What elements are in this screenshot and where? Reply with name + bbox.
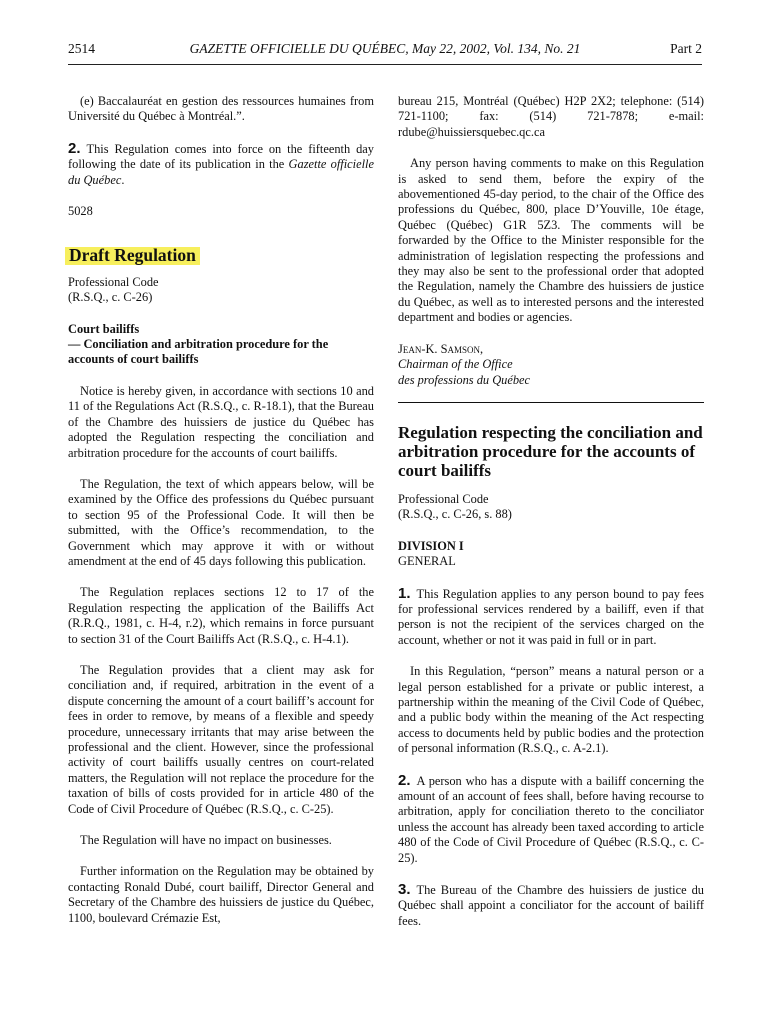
subject-line: Court bailiffs (68, 321, 140, 336)
section-number: 3. (398, 881, 411, 899)
section-number: 1. (398, 584, 411, 602)
examination-paragraph: The Regulation, the text of which appears below, will be examined by the Office des professions du Québec pursuant to section 95 of the Professional Code. It will then be submitted, with the Office’s recommendation, to the Government which may approve it with or without amendment at the end of 45 days following this publication. (68, 476, 374, 568)
comments-paragraph: Any person having comments to make on this Regulation is asked to send them, before the expiry of the abovementioned 45-day period, to the chair of the Office des professions du Québec, 800, place D’Youville, 10e étage, Québec (Québec) G1R 5Z3. The comments will be forwarded by the Office to the Minister responsible for the administration of legislation respecting the professions and they may also be sent to the professional order that adopted the Regulation, namely the Chambre des huissiers de justice du Québec, as well as to interested persons and the interested department and bodies or agencies. (398, 156, 704, 325)
gazette-title: GAZETTE OFFICIELLE DU QUÉBEC, May 22, 2002, Vol. 134, No. 21 (189, 41, 581, 56)
section-2-paragraph (398, 773, 704, 866)
gazette-name: Gazette officielle du Québec (68, 157, 374, 187)
code-citation (68, 275, 374, 306)
draft-regulation-heading: Draft Regulation (65, 247, 200, 264)
definition-paragraph: In this Regulation, “person” means a natural person or a legal person established for a private or public interest, a partnership within the meaning of the Civil Code of Québec, and a public body within the meaning of the Act respecting access to documents held by public bodies and the protection of personal information (R.S.Q., c. A-2.1). (398, 664, 704, 756)
reference-number: 5028 (68, 204, 93, 219)
code-name: Professional Code (68, 274, 159, 289)
provisions-paragraph: The Regulation provides that a client may ask for conciliation and, if required, arbitration in the event of a dispute concerning the amount of a court bailiff’s account for fees in order to remove, by means of a flexible and speedy procedure, unnecessary irritants that may arise between the professional and the client. However, since the professional activity of court bailiffs usually centres on court-related matters, the Regulation will not replace the procedure for the taxation of bills of costs provided for in article 480 of the Code of Civil Procedure of Québec (R.S.Q., c. C-25). (68, 662, 374, 816)
page-header (68, 38, 702, 65)
right-column (398, 94, 704, 945)
notice-paragraph: Notice is hereby given, in accordance with sections 10 and 11 of the Regulations Act (R.S.Q., c. R-18.1), that the Bureau of the Chambre des huissiers de justice du Québec has adopted the Regulation respecting the conciliation and arbitration procedure for the accounts of court bailiffs. (68, 383, 374, 460)
subject-subline: — Conciliation and arbitration procedure for the accounts of court bailiffs (68, 337, 329, 367)
section-text: The Bureau of the Chambre des huissiers de justice du Québec shall appoint a conciliator for the account of bailiff fees. (398, 883, 704, 928)
code-name: Professional Code (398, 491, 489, 506)
left-column (68, 94, 374, 942)
division-heading (398, 539, 704, 570)
code-citation (398, 492, 704, 523)
section-number: 2. (398, 771, 411, 789)
page-number: 2514 (68, 41, 95, 56)
impact-paragraph: The Regulation will have no impact on businesses. (80, 833, 332, 848)
information-paragraph: Further information on the Regulation may be obtained by contacting Ronald Dubé, court bailiff, Director General and Secretary of the Chambre des huissiers de justice du Québec, 1100, boulevard Crémazie Est, (68, 864, 374, 925)
signer-organization: des professions du Québec (398, 372, 531, 387)
signer-title: Chairman of the Office (398, 357, 513, 372)
subject-heading (68, 322, 374, 368)
section-2-paragraph (68, 141, 374, 188)
regulation-title: Regulation respecting the conciliation and arbitration procedure for the accounts of court bailiffs (398, 422, 703, 480)
division-number: DIVISION I (398, 538, 464, 553)
section-text: This Regulation applies to any person bound to pay fees for professional services rendered by a bailiff, even if that person is not the recipient of the services charged on the account, whether or not it was paid in full or in part. (398, 586, 704, 647)
contact-details: bureau 215, Montréal (Québec) H2P 2X2; telephone: (514) 721-1100; fax: (514) 721-7878; e-mail: rdube@huissiersquebec.qc.ca (398, 94, 704, 139)
section-text: This Regulation comes into force on the fifteenth day following the date of its publication in the (68, 141, 374, 172)
section-divider (398, 402, 704, 403)
section-1-paragraph (398, 586, 704, 649)
replacement-paragraph: The Regulation replaces sections 12 to 17 of the Regulation respecting the application of the Bailiffs Act (R.R.Q., 1981, c. H-4, r.2), which remains in force pursuant to section 31 of the Court Bailiffs Act (R.S.Q., c. H-4.1). (68, 585, 374, 646)
signer-name: Jean-K. Samson, (398, 341, 484, 356)
section-number: 2. (68, 139, 81, 157)
section-text-end: . (121, 172, 125, 187)
section-text: A person who has a dispute with a bailiff concerning the amount of an account of fees shall, before having recourse to arbitration, apply for conciliation thereto to the conciliator unless the account has already been taxed according to article 480 of the Code of Civil Procedure of Québec (R.S.Q., c. C-25). (398, 773, 704, 865)
section-3-paragraph (398, 882, 704, 929)
division-name: GENERAL (398, 554, 456, 569)
signature-block (398, 342, 704, 388)
part-label: Part 2 (670, 41, 702, 56)
code-reference: (R.S.Q., c. C-26) (68, 290, 153, 305)
code-reference: (R.S.Q., c. C-26, s. 88) (398, 507, 512, 522)
item-e: (e) Baccalauréat en gestion des ressources humaines from Université du Québec à Montréal.”. (68, 94, 374, 124)
